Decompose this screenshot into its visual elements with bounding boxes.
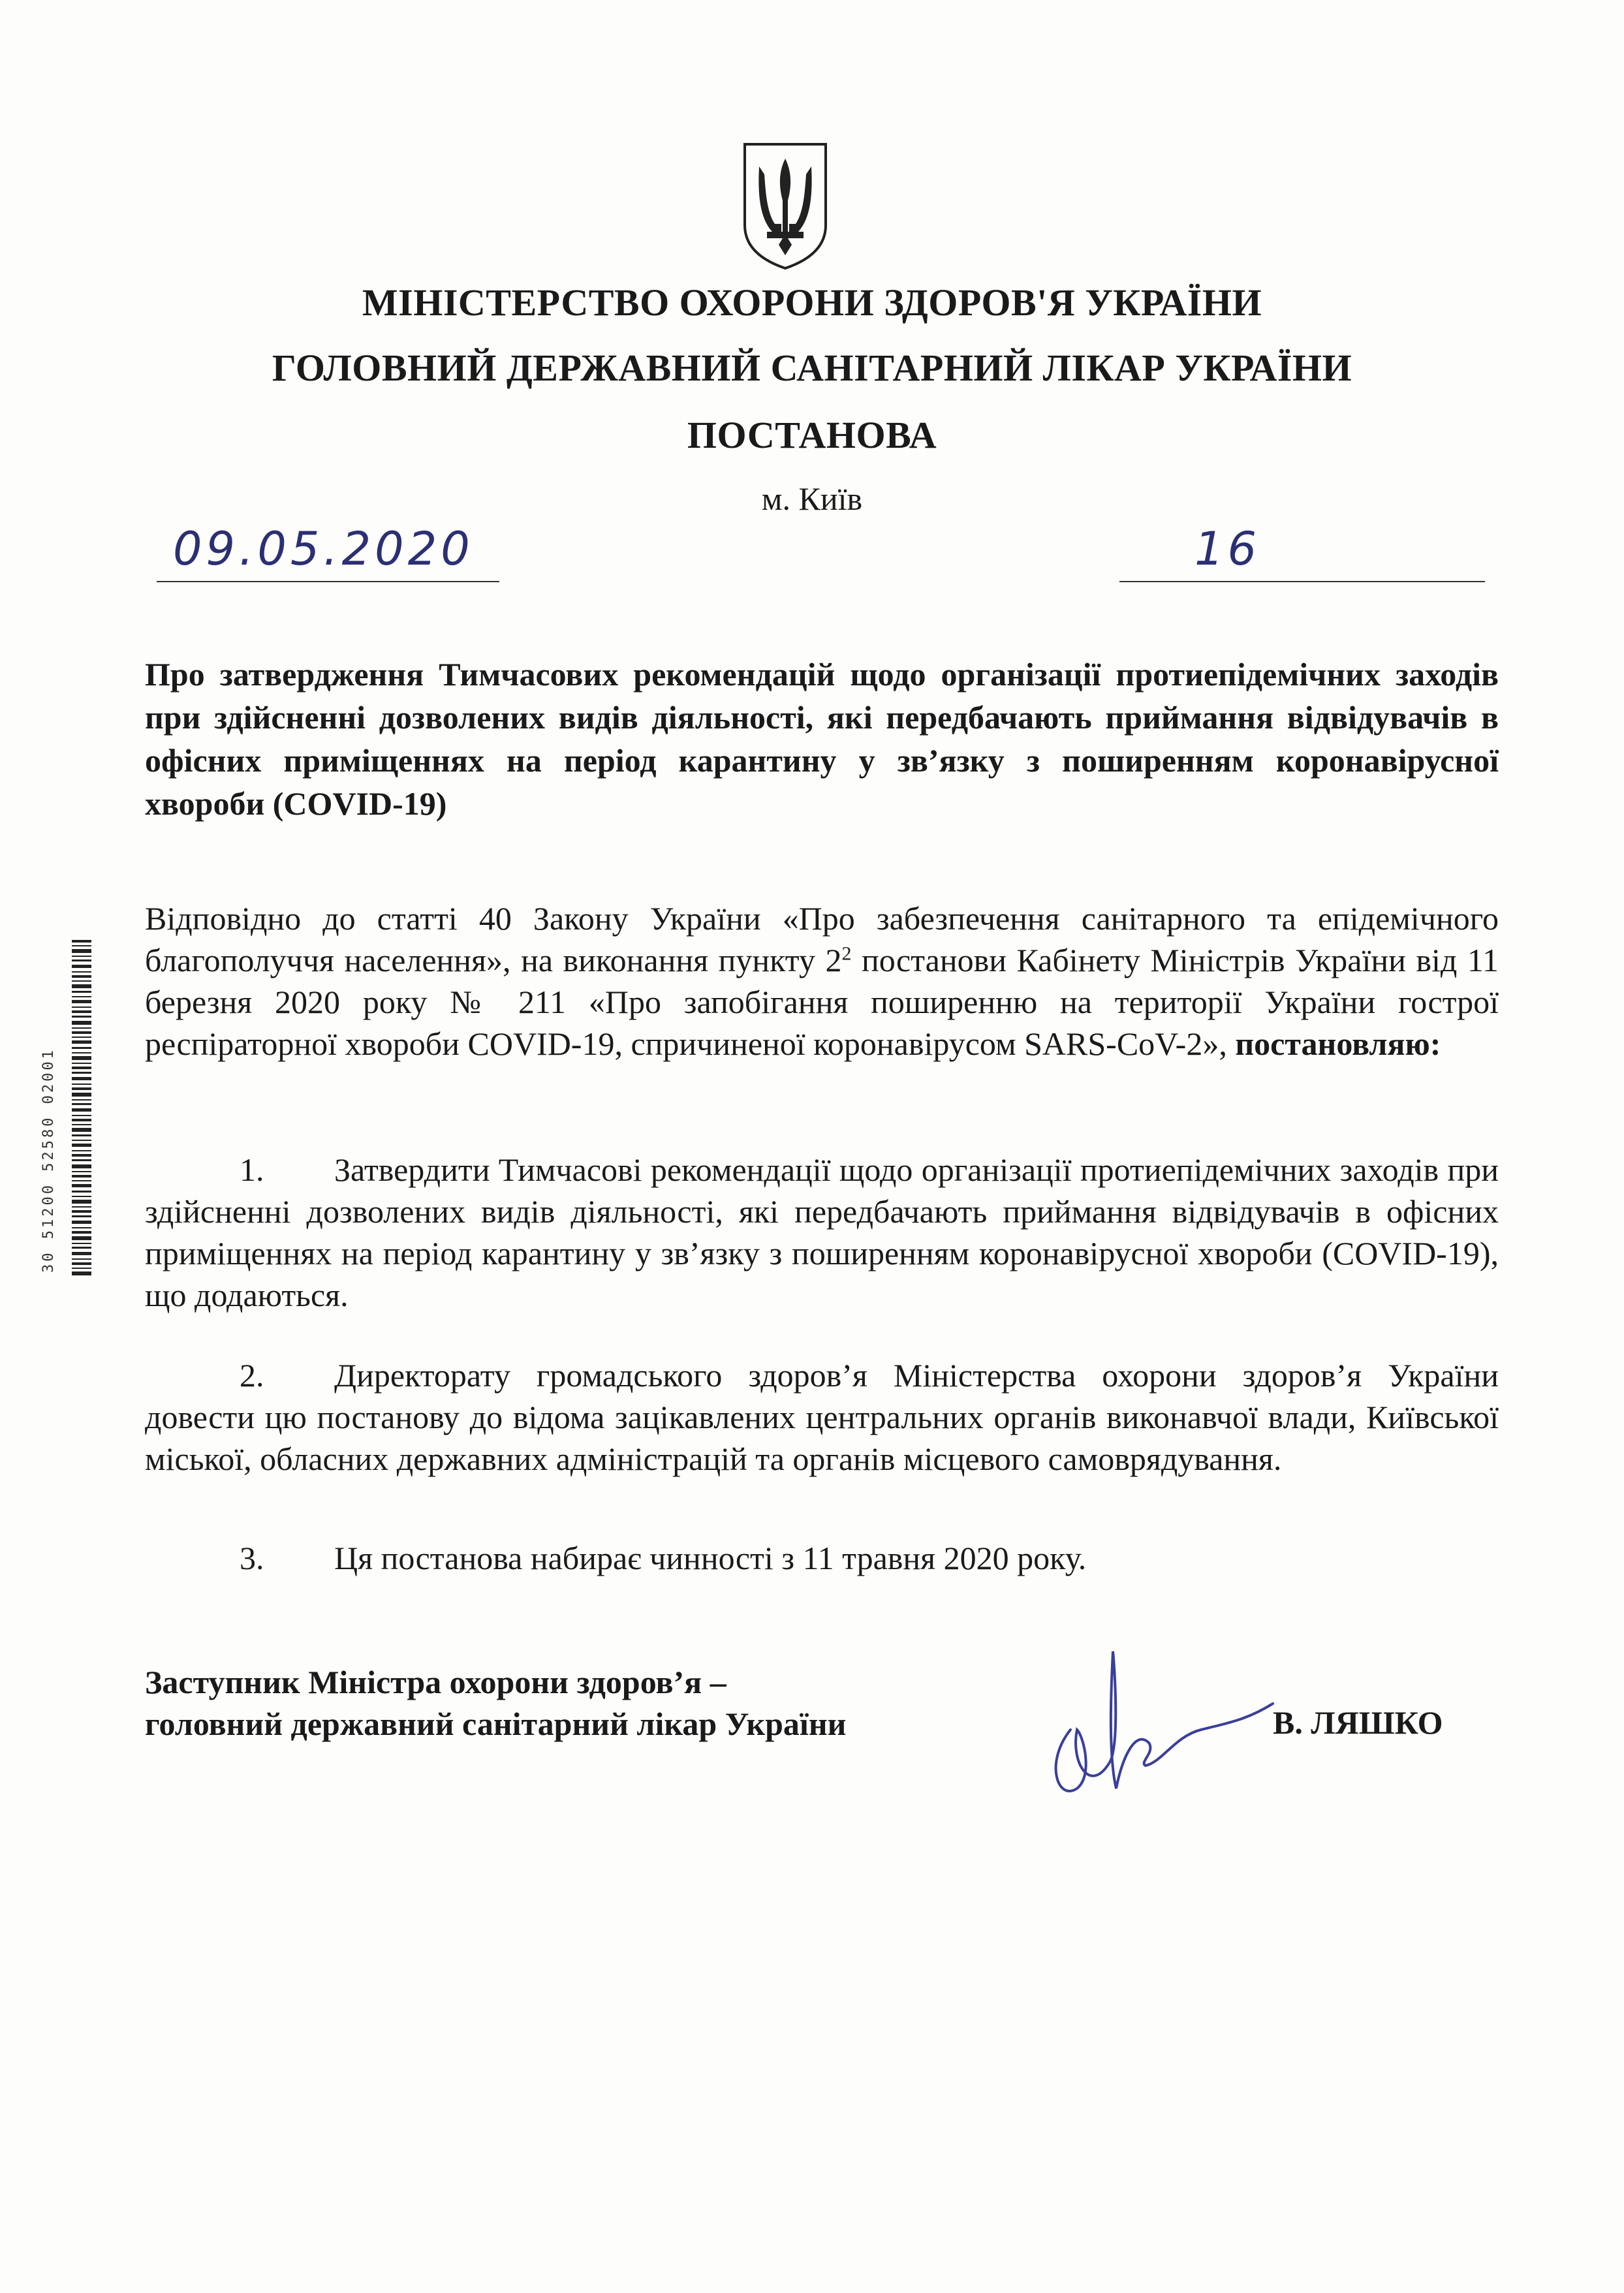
item-number: 1. — [240, 1151, 264, 1188]
list-item — [145, 1149, 1499, 1316]
city-label: м. Київ — [761, 480, 863, 517]
signatory-name: В. ЛЯШКО — [1273, 1704, 1443, 1741]
item-text: Затвердити Тимчасові рекомендації щодо організації протиепідемічних заходів при здійсненні дозволених видів діяльності, які передбачають приймання відвідувачів в офісних приміщеннях на період карантину у зв’язку з поширенням коронавірусної хвороби (COVID-19), що додаються. — [145, 1151, 1499, 1313]
item-text: Директорату громадського здоров’я Міністерства охорони здоров’я України довести цю постанову до відома зацікавлених центральних органів виконавчої влади, Київської міської, обласних державних адміністрацій та органів місцевого самоврядування. — [145, 1357, 1499, 1477]
document-date: 09.05.2020 — [173, 522, 474, 576]
preamble-superscript: 2 — [841, 943, 852, 965]
list-item — [145, 1354, 1499, 1480]
preamble-resolution-word: постановляю: — [1235, 1025, 1441, 1062]
document-type: ПОСТАНОВА — [687, 414, 937, 456]
document-number: 16 — [1195, 522, 1261, 576]
preamble-paragraph — [145, 897, 1499, 1065]
signatory-position-line2: головний державний санітарний лікар України — [145, 1706, 847, 1742]
barcode-digits: 30 51200 52580 02001 — [40, 1048, 57, 1273]
signatory-position-line1: Заступник Міністра охорони здоров’я – — [145, 1664, 726, 1700]
coat-of-arms-icon — [740, 140, 831, 271]
date-underline — [157, 581, 499, 582]
preamble-text-1: Відповідно до статті 40 Закону України «Про забезпечення санітарного та епідемічного благополуччя населення», на виконання пункту 2 — [145, 900, 1499, 978]
office-title: ГОЛОВНИЙ ДЕРЖАВНИЙ САНІТАРНИЙ ЛІКАР УКРАЇНИ — [272, 347, 1352, 389]
preamble-text-2: постанови Кабінету Міністрів України від 11 березня 2020 року № 211 «Про запобігання поширенню на території України гострої респіраторної хвороби COVID-19, спричиненої коронавірусом SARS-CoV-2», — [145, 942, 1499, 1062]
list-item — [145, 1537, 1499, 1579]
document-subject: Про затвердження Тимчасових рекомендацій щодо організації протиепідемічних заходів при здійсненні дозволених видів діяльності, які передбачають приймання відвідувачів в офісних приміщеннях на період карантину у зв’язку з поширенням коронавірусної хвороби (COVID-19) — [145, 656, 1499, 822]
number-underline — [1119, 581, 1485, 582]
ministry-title: МІНІСТЕРСТВО ОХОРОНИ ЗДОРОВ'Я УКРАЇНИ — [362, 281, 1262, 324]
item-text: Ця постанова набирає чинності з 11 травня 2020 року. — [334, 1540, 1087, 1576]
signatory-position — [145, 1661, 1059, 1745]
item-number: 2. — [240, 1357, 264, 1394]
item-number: 3. — [240, 1540, 264, 1576]
